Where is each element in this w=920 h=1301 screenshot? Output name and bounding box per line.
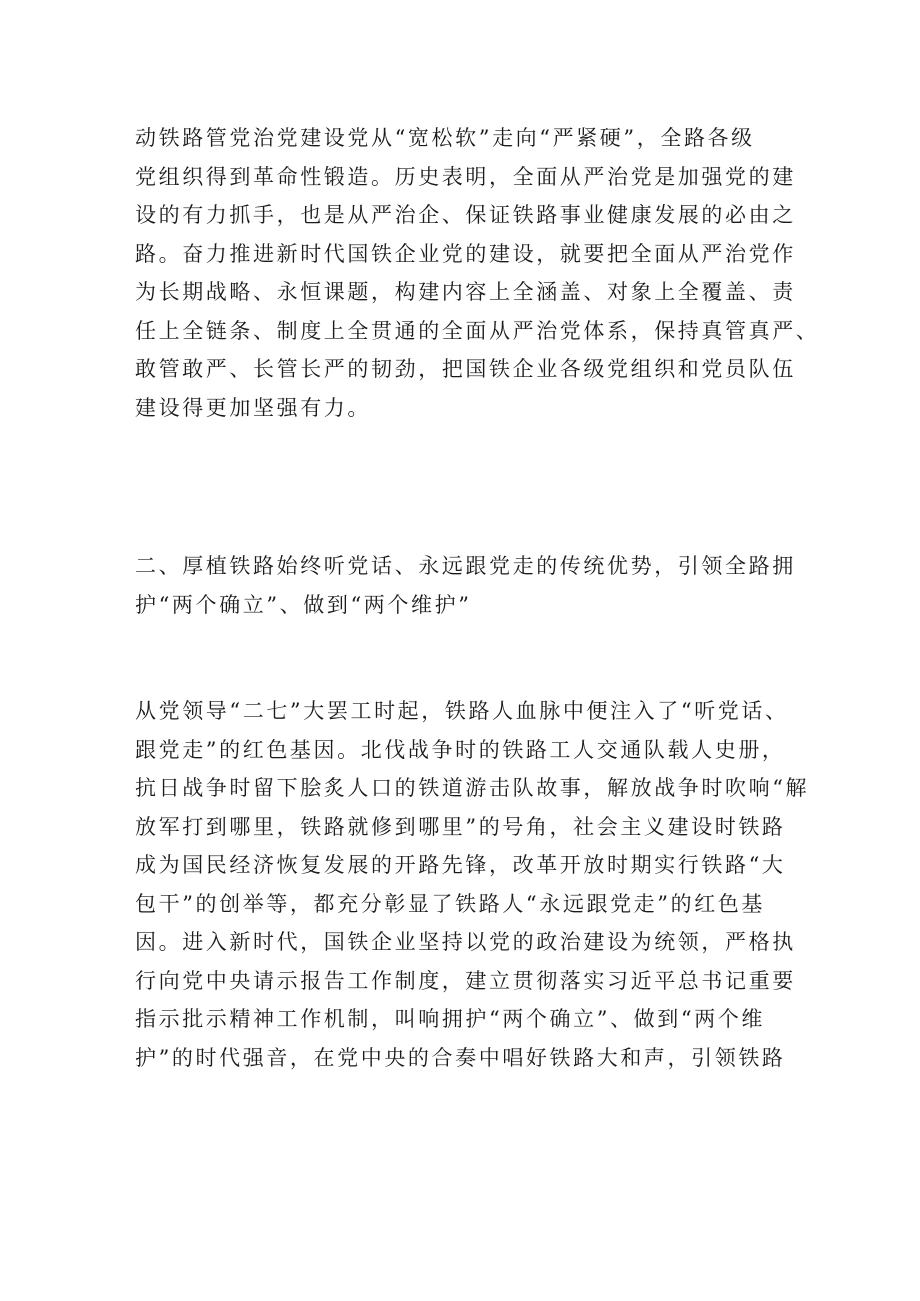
paragraph-line: 指示批示精神工作机制，叫响拥护“两个确立”、做到“两个维 [135,1007,766,1031]
paragraph-line: 放军打到哪里，铁路就修到哪里”的号角，社会主义建设时铁路 [135,814,786,839]
heading-line: 护“两个确立”、做到“两个维护” [135,592,472,617]
paragraph-line: 跟党走”的红色基因。北伐战争时的铁路工人交通队载人史册， [135,737,786,762]
paragraph-line: 敢管敢严、长管长严的韧劲，把国铁企业各级党组织和党员队伍 [135,357,796,381]
paragraph-line: 成为国民经济恢复发展的开路先锋，改革开放时期实行铁路“大 [135,853,786,877]
paragraph-line: 党组织得到革命性锻造。历史表明，全面从严治党是加强党的建 [135,164,796,189]
paragraph-line: 为长期战略、永恒课题，构建内容上全涵盖、对象上全覆盖、责 [135,280,796,304]
paragraph-line: 任上全链条、制度上全贯通的全面从严治党体系，保持真管真严、 [135,318,820,343]
paragraph-line: 行向党中央请示报告工作制度，建立贯彻落实习近平总书记重要 [135,968,796,993]
paragraph-line: 抗日战争时留下脍炙人口的铁道游击队故事，解放战争时吹响“解 [135,776,810,800]
paragraph-party-building [135,119,820,427]
paragraph-line: 护”的时代强音，在党中央的合奏中唱好铁路大和声，引领铁路 [135,1045,786,1070]
heading-line: 二、厚植铁路始终听党话、永远跟党走的传统优势，引领全路拥 [135,554,796,578]
paragraph-line: 因。进入新时代，国铁企业坚持以党的政治建设为统领，严格执 [135,930,796,954]
paragraph-line: 包干”的创举等，都充分彰显了铁路人“永远跟党走”的红色基 [135,891,766,916]
paragraph-railway-tradition [135,692,810,1077]
paragraph-line: 路。奋力推进新时代国铁企业党的建设，就要把全面从严治党作 [135,241,796,266]
paragraph-line: 建设得更加坚强有力。 [135,395,371,420]
paragraph-line: 从党领导“二七”大罢工时起，铁路人血脉中便注入了“听党话、 [135,699,789,723]
section-heading [135,547,795,624]
paragraph-line: 动铁路管党治党建设党从“宽松软”走向“严紧硬”，全路各级 [135,126,755,150]
paragraph-line: 设的有力抓手，也是从严治企、保证铁路事业健康发展的必由之 [135,203,796,227]
